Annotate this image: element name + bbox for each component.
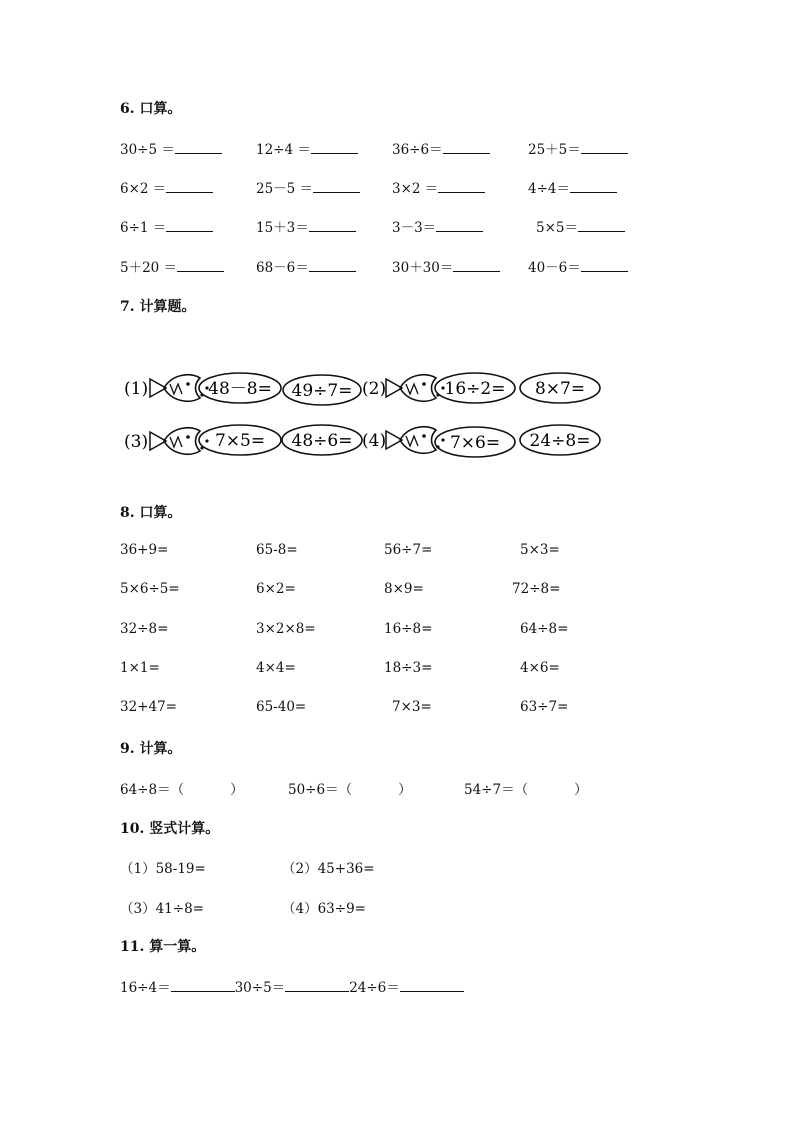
q6-item: 3－3＝ xyxy=(392,216,483,236)
q9-item: 50÷6＝（ ） xyxy=(288,782,412,798)
q11-item: 24÷6＝ xyxy=(349,980,400,996)
q6-item: 40－6＝ xyxy=(528,256,628,276)
expression: 48÷6= xyxy=(291,431,353,451)
expression: 8×7= xyxy=(534,379,586,399)
answer-blank[interactable] xyxy=(166,218,213,232)
q8-item: 6×2= xyxy=(256,581,296,597)
q6-item: 30÷5 ＝ xyxy=(120,138,222,158)
answer-blank[interactable] xyxy=(309,258,356,272)
q8-item: 32÷8= xyxy=(120,621,169,637)
expression: 48－8= xyxy=(208,379,272,399)
group-label: (4) xyxy=(362,431,387,451)
q8-item: 18÷3= xyxy=(384,660,433,676)
answer-blank[interactable] xyxy=(311,140,358,154)
q6-item: 25－5 ＝ xyxy=(256,177,360,197)
answer-blank[interactable] xyxy=(453,258,500,272)
q6-item: 3×2 ＝ xyxy=(392,177,485,197)
expression: 24÷8= xyxy=(529,431,591,451)
q8-item: 5×6÷5= xyxy=(120,581,180,597)
q8-item: 16÷8= xyxy=(384,621,433,637)
answer-blank[interactable] xyxy=(436,218,483,232)
q8-title: 8. 口算。 xyxy=(120,505,182,521)
answer-blank[interactable] xyxy=(581,140,628,154)
expression: 7×6= xyxy=(449,433,501,453)
q8-item: 4×4= xyxy=(256,660,296,676)
q6-item: 68－6＝ xyxy=(256,256,356,276)
q6-item: 5×5＝ xyxy=(536,216,625,236)
q7-title: 7. 计算题。 xyxy=(120,299,196,315)
fish-icon xyxy=(150,375,209,401)
answer-blank[interactable] xyxy=(177,258,224,272)
q8-item: 32+47= xyxy=(120,699,177,715)
answer-blank[interactable] xyxy=(443,140,490,154)
expression: 16÷2= xyxy=(444,379,506,399)
q6-item: 36÷6＝ xyxy=(392,138,490,158)
q8-item: 72÷8= xyxy=(512,581,561,597)
q6-item: 25＋5＝ xyxy=(528,138,628,158)
q6-title: 6. 口算。 xyxy=(120,101,182,117)
q10-item: （2）45+36= xyxy=(282,861,375,877)
q8-item: 3×2×8= xyxy=(256,621,316,637)
answer-blank[interactable] xyxy=(171,978,235,992)
q9-item: 64÷8＝（ ） xyxy=(120,782,244,798)
q11-title: 11. 算一算。 xyxy=(120,939,206,955)
q6-item: 30＋30＝ xyxy=(392,256,500,276)
answer-blank[interactable] xyxy=(581,258,628,272)
answer-blank[interactable] xyxy=(570,179,617,193)
q6-item: 6×2 ＝ xyxy=(120,177,213,197)
q8-item: 65-40= xyxy=(256,699,307,715)
q9-title: 9. 计算。 xyxy=(120,741,182,757)
q8-item: 1×1= xyxy=(120,660,160,676)
q11-item: 16÷4＝ xyxy=(120,980,171,996)
q10-item: （3）41÷8= xyxy=(120,901,204,917)
q6-item: 12÷4 ＝ xyxy=(256,138,358,158)
q8-item: 5×3= xyxy=(520,542,560,558)
fish-icon xyxy=(386,375,445,401)
q6-item: 15＋3＝ xyxy=(256,216,356,236)
q6-item: 5＋20 ＝ xyxy=(120,256,224,276)
q8-item: 7×3= xyxy=(392,699,432,715)
q8-item: 36+9= xyxy=(120,542,169,558)
q6-item: 4÷4＝ xyxy=(528,177,617,197)
q6-item: 6÷1 ＝ xyxy=(120,216,213,236)
expression: 7×5= xyxy=(214,431,266,451)
answer-blank[interactable] xyxy=(285,978,349,992)
group-label: (3) xyxy=(124,432,149,452)
q8-item: 8×9= xyxy=(384,581,424,597)
q10-title: 10. 竖式计算。 xyxy=(120,821,220,837)
fish-figure xyxy=(118,360,618,470)
answer-blank[interactable] xyxy=(438,179,485,193)
answer-blank[interactable] xyxy=(309,218,356,232)
q8-item: 4×6= xyxy=(520,660,560,676)
answer-blank[interactable] xyxy=(175,140,222,154)
answer-blank[interactable] xyxy=(578,218,625,232)
answer-blank[interactable] xyxy=(166,179,213,193)
q8-item: 56÷7= xyxy=(384,542,433,558)
q8-item: 65-8= xyxy=(256,542,298,558)
q10-item: （1）58-19= xyxy=(120,861,206,877)
answer-blank[interactable] xyxy=(400,978,464,992)
q11-row xyxy=(120,976,464,996)
q11-item: 30÷5＝ xyxy=(234,980,286,996)
expression: 49÷7= xyxy=(291,381,353,401)
answer-blank[interactable] xyxy=(313,179,360,193)
q9-item: 54÷7＝（ ） xyxy=(464,782,588,798)
group-label: (2) xyxy=(362,379,387,399)
q8-item: 64÷8= xyxy=(520,621,569,637)
q10-item: （4）63÷9= xyxy=(282,901,366,917)
q8-item: 63÷7= xyxy=(520,699,569,715)
group-label: (1) xyxy=(124,379,149,399)
